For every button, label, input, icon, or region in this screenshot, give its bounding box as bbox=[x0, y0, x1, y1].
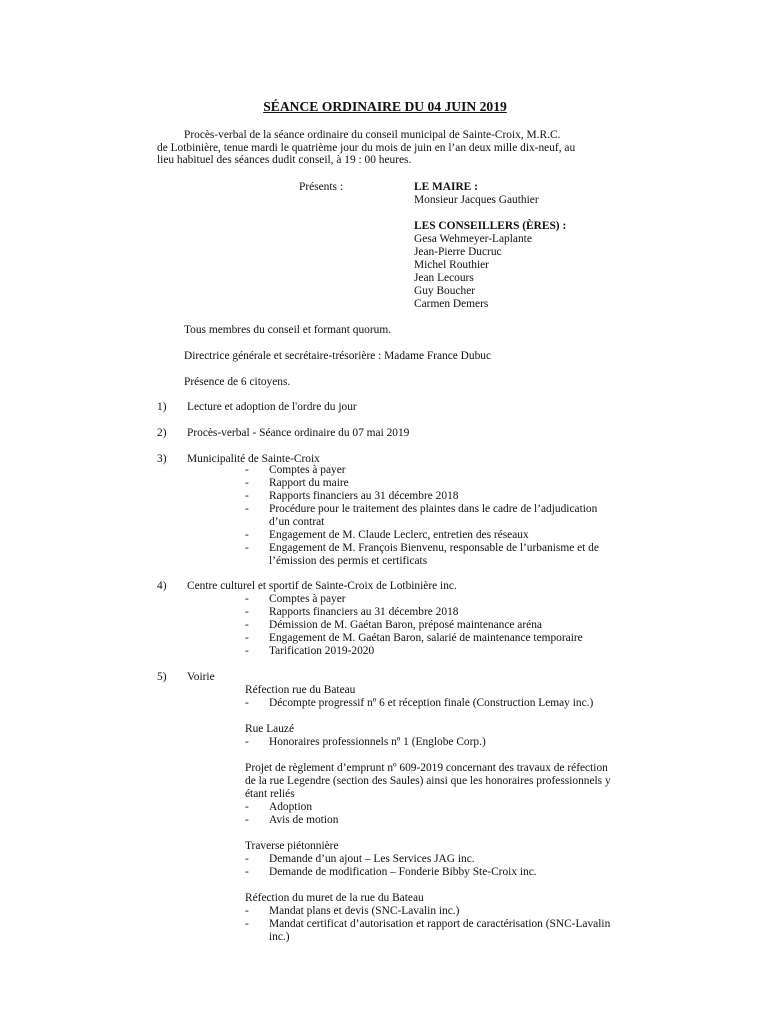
group-heading: Réfection rue du Bateau bbox=[245, 684, 356, 696]
dash-marker: - bbox=[245, 490, 249, 502]
dash-marker: - bbox=[245, 477, 249, 489]
group-heading: Réfection du muret de la rue du Bateau bbox=[245, 892, 424, 904]
list-item-text: inc.) bbox=[269, 931, 290, 943]
dash-marker: - bbox=[245, 529, 249, 541]
list-item-text: Mandat certificat d’autorisation et rapport de caractérisation (SNC-Lavalin bbox=[269, 918, 611, 930]
presents-label: Présents : bbox=[299, 181, 343, 193]
list-item-text: Demande de modification – Fonderie Bibby Ste-Croix inc. bbox=[269, 866, 537, 878]
dash-marker: - bbox=[245, 918, 249, 930]
list-item-text: Honoraires professionnels nº 1 (Englobe Corp.) bbox=[269, 736, 486, 748]
dash-marker: - bbox=[245, 593, 249, 605]
list-item-text: Rapports financiers au 31 décembre 2018 bbox=[269, 606, 459, 618]
dash-marker: - bbox=[245, 632, 249, 644]
dash-marker: - bbox=[245, 619, 249, 631]
conseiller-name: Guy Boucher bbox=[414, 285, 476, 297]
group-heading-continuation: étant reliés bbox=[245, 788, 295, 800]
list-item-text: Tarification 2019-2020 bbox=[269, 645, 375, 657]
item-number: 1) bbox=[157, 401, 167, 413]
intro-line: de Lotbinière, tenue mardi le quatrième jour du mois de juin en l’an deux mille dix-neuf, au bbox=[157, 141, 576, 154]
dash-marker: - bbox=[245, 736, 249, 748]
list-item-text: Décompte progressif nº 6 et réception finale (Construction Lemay inc.) bbox=[269, 697, 594, 709]
dash-marker: - bbox=[245, 853, 249, 865]
item-heading: Procès-verbal - Séance ordinaire du 07 mai 2019 bbox=[187, 427, 410, 439]
item-number: 4) bbox=[157, 580, 167, 592]
item-heading: Voirie bbox=[187, 671, 215, 683]
dash-marker: - bbox=[245, 542, 249, 554]
dash-marker: - bbox=[245, 503, 249, 515]
list-item-text: Mandat plans et devis (SNC-Lavalin inc.) bbox=[269, 905, 460, 917]
list-item-text: Engagement de M. François Bienvenu, responsable de l’urbanisme et de bbox=[269, 542, 599, 554]
item-heading: Municipalité de Sainte-Croix bbox=[187, 453, 320, 465]
dash-marker: - bbox=[245, 697, 249, 709]
item-heading: Lecture et adoption de l'ordre du jour bbox=[187, 401, 357, 413]
conseiller-name: Michel Routhier bbox=[414, 259, 489, 271]
dash-marker: - bbox=[245, 866, 249, 878]
quorum-text: Tous membres du conseil et formant quorum. bbox=[184, 324, 392, 336]
intro-paragraph bbox=[157, 129, 677, 167]
list-item-text: l’émission des permis et certificats bbox=[269, 555, 428, 567]
page-title: SÉANCE ORDINAIRE DU 04 JUIN 2019 bbox=[263, 99, 507, 114]
intro-line: Procès-verbal de la séance ordinaire du conseil municipal de Sainte-Croix, M.R.C. bbox=[184, 129, 561, 141]
maire-heading: LE MAIRE : bbox=[414, 181, 478, 193]
conseiller-name: Jean-Pierre Ducruc bbox=[414, 246, 502, 258]
conseiller-name: Jean Lecours bbox=[414, 272, 474, 284]
conseiller-name: Gesa Wehmeyer-Laplante bbox=[414, 233, 532, 245]
item-number: 3) bbox=[157, 453, 167, 465]
dash-marker: - bbox=[245, 905, 249, 917]
item-heading: Centre culturel et sportif de Sainte-Croix de Lotbinière inc. bbox=[187, 580, 457, 592]
list-item-text: Procédure pour le traitement des plaintes dans le cadre de l’adjudication bbox=[269, 503, 598, 515]
dash-marker: - bbox=[245, 606, 249, 618]
directrice-text: Directrice générale et secrétaire-trésorière : Madame France Dubuc bbox=[184, 350, 492, 362]
list-item-text: Engagement de M. Claude Leclerc, entretien des réseaux bbox=[269, 529, 529, 541]
list-item-text: Comptes à payer bbox=[269, 464, 346, 476]
list-item-text: Adoption bbox=[269, 801, 313, 813]
list-item-text: Démission de M. Gaétan Baron, préposé maintenance aréna bbox=[269, 619, 542, 631]
conseillers-heading: LES CONSEILLERS (ÈRES) : bbox=[414, 220, 567, 232]
maire-name: Monsieur Jacques Gauthier bbox=[414, 194, 539, 206]
list-item-text: Demande d’un ajout – Les Services JAG inc. bbox=[269, 853, 475, 865]
presence-text: Présence de 6 citoyens. bbox=[184, 376, 291, 388]
group-heading: Rue Lauzé bbox=[245, 723, 295, 735]
item-number: 5) bbox=[157, 671, 167, 683]
group-heading-continuation: de la rue Legendre (section des Saules) ainsi que les honoraires professionnels y bbox=[245, 775, 611, 787]
item-number: 2) bbox=[157, 427, 167, 439]
dash-marker: - bbox=[245, 645, 249, 657]
list-item-text: Rapport du maire bbox=[269, 477, 349, 489]
dash-marker: - bbox=[245, 464, 249, 476]
group-heading: Projet de règlement d’emprunt nº 609-2019 concernant des travaux de réfection bbox=[245, 762, 608, 774]
list-item-text: Comptes à payer bbox=[269, 593, 346, 605]
dash-marker: - bbox=[245, 814, 249, 826]
list-item-text: Engagement de M. Gaétan Baron, salarié de maintenance temporaire bbox=[269, 632, 583, 644]
intro-line: lieu habituel des séances dudit conseil, à 19 : 00 heures. bbox=[157, 154, 412, 167]
group-heading: Traverse piétonnière bbox=[245, 840, 339, 852]
list-item-text: Avis de motion bbox=[269, 814, 339, 826]
list-item-text: d’un contrat bbox=[269, 516, 325, 528]
list-item-text: Rapports financiers au 31 décembre 2018 bbox=[269, 490, 459, 502]
dash-marker: - bbox=[245, 801, 249, 813]
conseiller-name: Carmen Demers bbox=[414, 298, 489, 310]
